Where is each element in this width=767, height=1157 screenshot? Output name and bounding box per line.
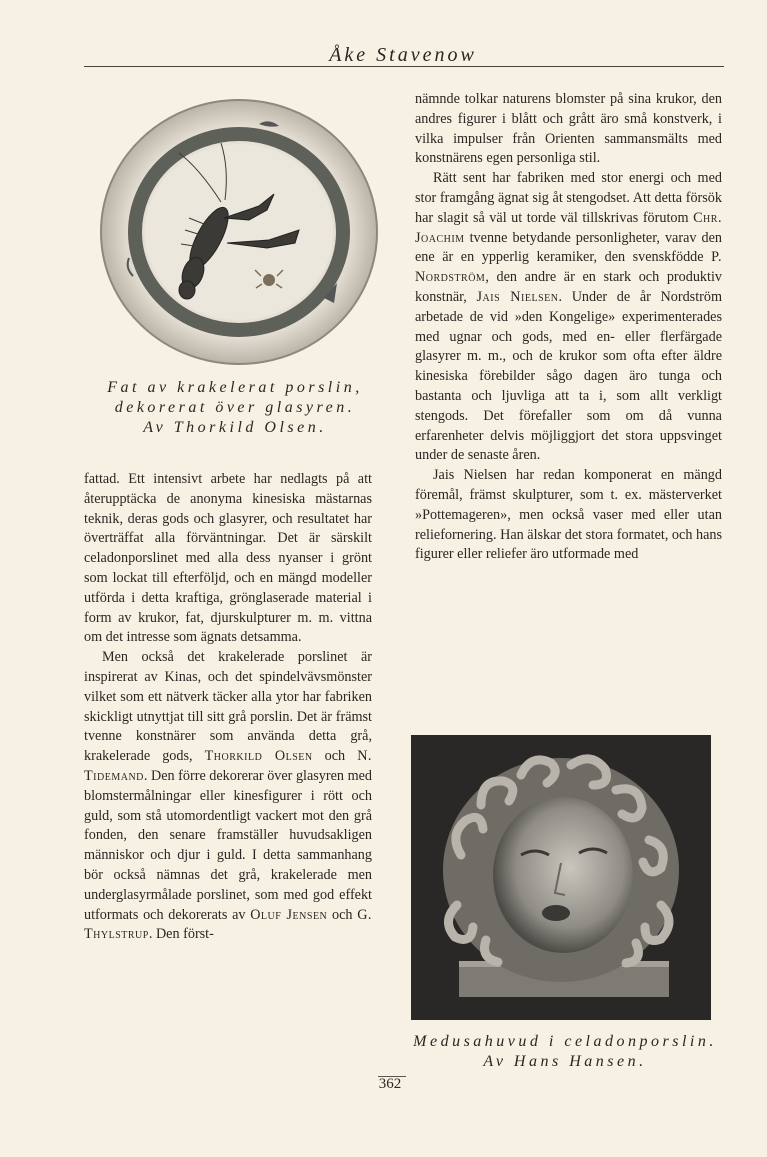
artist-name: P. Nordström: [415, 249, 722, 286]
plate-caption-line-1: Fat av krakelerat porslin,: [107, 379, 363, 396]
plate-caption: [90, 378, 380, 438]
medusa-caption: [405, 1032, 725, 1072]
medusa-caption-line-1: Medusahuvud i celadonporslin.: [413, 1033, 717, 1050]
plate-caption-line-2: dekorerat över glasyren.: [114, 399, 356, 416]
left-column: [84, 470, 372, 945]
right-paragraph-2: Rätt sent har fabriken med stor energi och med stor framgång ägnat sig åt stengodset. Att detta försök har slagit så väl ut torde väl tillskrivas förutom Chr. Joachim tvenne betydande personligheter, varav den ene är en ypperlig keramiker, den svenskfödde P. Nordström, den andre är en stark och produktiv konstnär, Jais Nielsen. Under de år Nordström arbetade de vid »den Kongelige» experimenterades med ugnar och gods, med en- eller flerfärgade glasyrer m. m., och de krukor som ofta efter äldre kinesiska förebilder sågo dagen äro tunga och bastanta och ljuvliga att ta i, som allt verkligt stengods. Det förefaller som om då vunna erfarenheter delvis möjliggjort det stora uppsvinget under de senaste åren.: [415, 170, 722, 464]
right-paragraph-1: nämnde tolkar naturens blomster på sina krukor, den andres figurer i blått och grått äro små konstverk, i vilka impulser från Orienten sammansmälts med konstnärens egen personliga stil.: [415, 91, 722, 167]
lobster-plate-illustration: [99, 98, 379, 366]
header-rule: [84, 66, 724, 67]
medusa-caption-line-2: Av Hans Hansen.: [483, 1053, 647, 1070]
right-column: [415, 90, 722, 565]
right-paragraph-3: Jais Nielsen har redan komponerat en mängd föremål, främst skulpturer, som t. ex. mästerverket »Pottemageren», men också vaser med eller utan reliefornering. Han älskar det stora formatet, och hans figurer eller reliefer äro utformade med: [415, 467, 722, 563]
medusa-head-sculpture-photo: [411, 735, 711, 1020]
artist-name: Jais Nielsen: [476, 288, 559, 305]
page-number: 362: [378, 1076, 402, 1092]
plate-caption-line-3: Av Thorkild Olsen.: [143, 419, 327, 436]
artist-name: Thorkild Olsen: [204, 748, 313, 765]
running-header: Åke Stavenow: [329, 44, 477, 66]
artist-name: Chr. Joachim: [415, 209, 722, 246]
left-paragraph-1: fattad. Ett intensivt arbete har nedlagts på att återupptäcka de anonyma kinesiska mästarnas teknik, deras gods och glasyrer, och resultatet har överträffat alla förväntningar. Det är särskilt celadonporslinet med alla dess nyanser i grönt som lockat till efterföljd, och en mängd modeller utförda i detta kraftiga, grönglaserade material i form av krukor, fat, djurskulpturer m. m. vittna om det intresse som ägnats detsamma.: [84, 471, 372, 646]
artist-name: N. Tidemand: [84, 748, 372, 784]
artist-name: Oluf Jensen: [250, 906, 328, 923]
artist-name: G. Thylstrup: [84, 906, 372, 943]
left-paragraph-2: Men också det krakelerade porslinet är inspirerat av Kinas, och det spindelvävsmönster vilket som ett nätverk täcker alla ytor har fabriken skickligt utnyttjat till sitt grå porslin. Det är främst tvenne konstnärer som använda detta grå, krakelerade gods, Thorkild Olsen och N. Tidemand. Den förre dekorerar över glasyren med blomstermålningar eller kinesfigurer i rött och guld, som stå utomordentligt vackert mot den grå fonden, den senare framställer huvudsakligen människor och djur i guld. I detta sammanhang bör också nämnas det grå, krakelerade men underglasyrmålade porslinet, som med god effekt utformats och dekorerats av Oluf Jensen och G. Thylstrup. Den först-: [84, 649, 372, 943]
